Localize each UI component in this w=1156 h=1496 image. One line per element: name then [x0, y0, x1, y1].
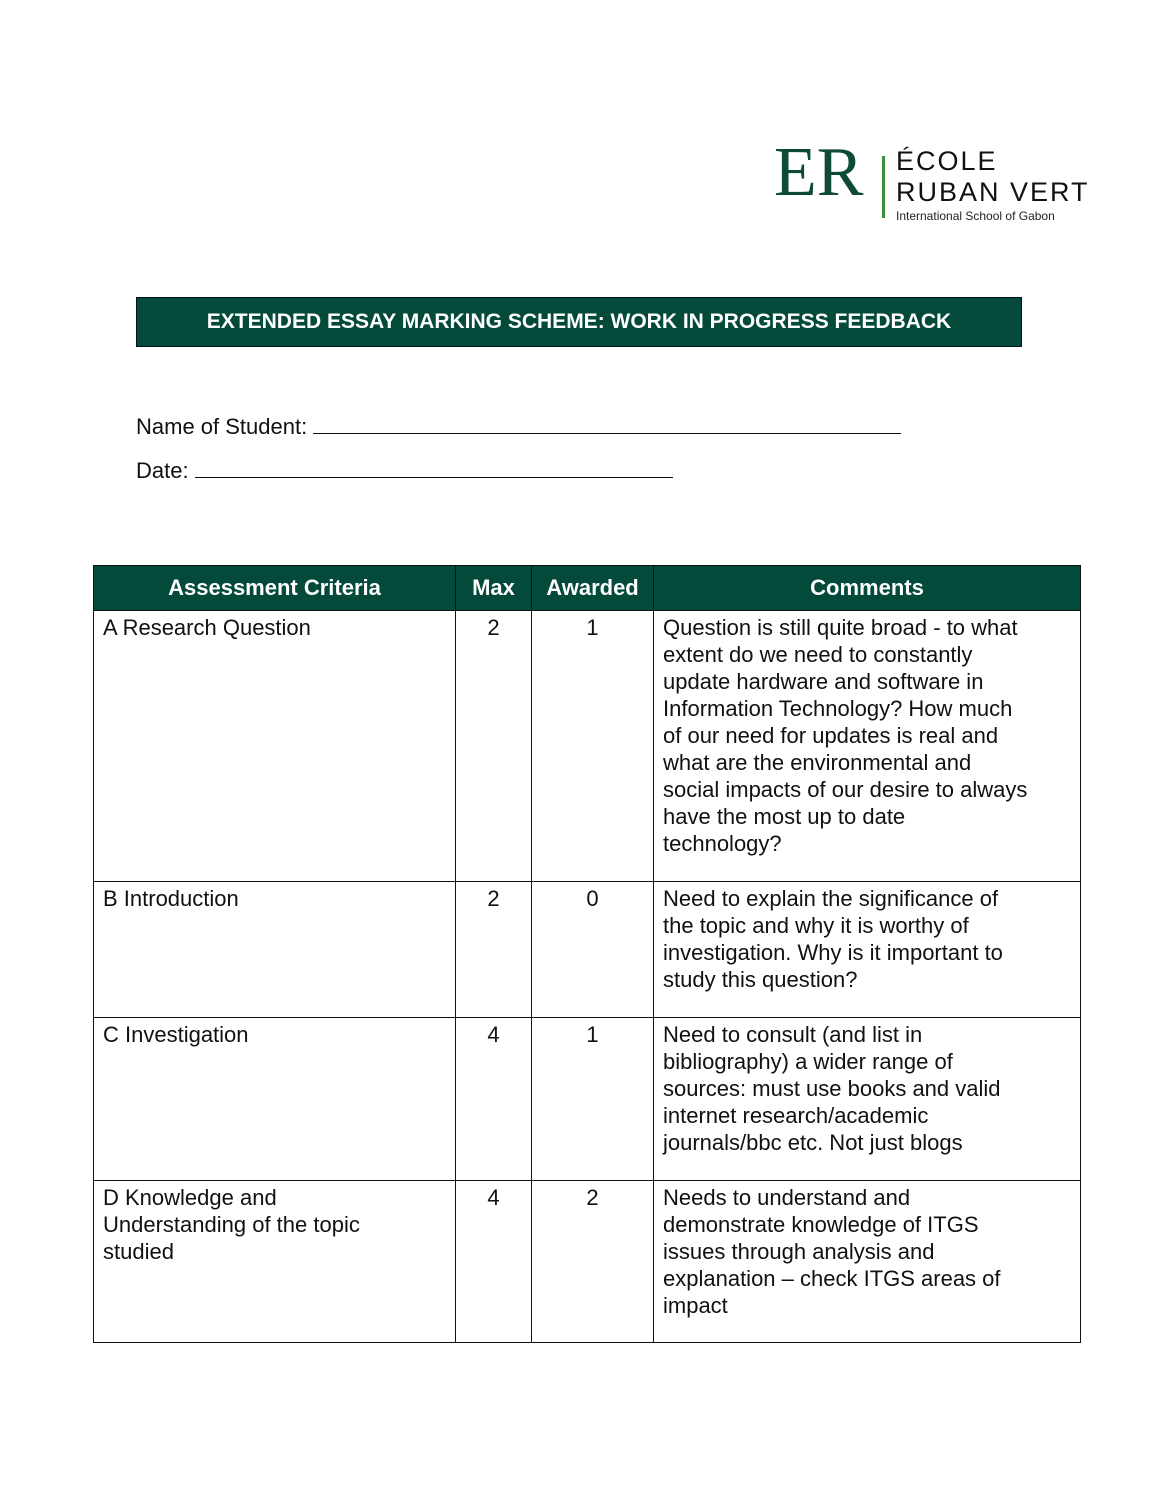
comment-text: what are the environmental and	[663, 750, 972, 775]
comment-text: have the most up to date	[663, 804, 906, 829]
max-cell: 4	[456, 1018, 532, 1181]
comments-cell	[654, 1018, 1081, 1181]
comment-text: Needs to understand and	[663, 1185, 911, 1210]
awarded-cell: 1	[532, 611, 654, 882]
school-logo	[774, 134, 1104, 226]
header-criteria: Assessment Criteria	[94, 566, 456, 611]
criteria-text: studied	[103, 1239, 174, 1264]
comment-text: issues through analysis and	[663, 1239, 935, 1264]
max-cell: 4	[456, 1181, 532, 1343]
logo-line-2: RUBAN VERT	[896, 177, 1090, 207]
comment-text: Need to explain the significance of	[663, 886, 999, 911]
logo-divider	[882, 156, 885, 218]
comment-text: impact	[663, 1293, 728, 1318]
comment-text: Need to consult (and list in	[663, 1022, 923, 1047]
max-cell: 2	[456, 882, 532, 1018]
criteria-text: A Research Question	[103, 615, 311, 640]
criteria-text: B Introduction	[103, 886, 239, 911]
criteria-cell	[94, 1181, 456, 1343]
date-blank[interactable]	[195, 459, 673, 478]
student-name-field	[136, 414, 901, 440]
awarded-cell: 0	[532, 882, 654, 1018]
comment-text: explanation – check ITGS areas of	[663, 1266, 1001, 1291]
criteria-text: Understanding of the topic	[103, 1212, 360, 1237]
table-row	[94, 1018, 1081, 1181]
logo-monogram: ER	[774, 134, 864, 211]
comments-cell	[654, 611, 1081, 882]
comment-text: technology?	[663, 831, 782, 856]
comment-text: update hardware and software in	[663, 669, 984, 694]
header-awarded: Awarded	[532, 566, 654, 611]
comments-cell	[654, 1181, 1081, 1343]
max-cell: 2	[456, 611, 532, 882]
awarded-cell: 2	[532, 1181, 654, 1343]
comment-text: social impacts of our desire to always	[663, 777, 1028, 802]
comment-text: Information Technology? How much	[663, 696, 1013, 721]
assessment-table	[93, 565, 1081, 1343]
comment-text: of our need for updates is real and	[663, 723, 999, 748]
date-label: Date:	[136, 458, 189, 483]
comment-text: investigation. Why is it important to	[663, 940, 1003, 965]
document-title: EXTENDED ESSAY MARKING SCHEME: WORK IN PROGRESS FEEDBACK	[136, 297, 1022, 347]
table-row	[94, 1181, 1081, 1343]
comment-text: demonstrate knowledge of ITGS	[663, 1212, 979, 1237]
comment-text: extent do we need to constantly	[663, 642, 973, 667]
student-name-label: Name of Student:	[136, 414, 308, 439]
criteria-cell	[94, 1018, 456, 1181]
logo-line-3: International School of Gabon	[896, 209, 1055, 223]
comment-text: the topic and why it is worthy of	[663, 913, 969, 938]
comment-text: bibliography) a wider range of	[663, 1049, 953, 1074]
comment-text: internet research/academic	[663, 1103, 929, 1128]
table-row	[94, 611, 1081, 882]
awarded-cell: 1	[532, 1018, 654, 1181]
comment-text: Question is still quite broad - to what	[663, 615, 1018, 640]
comment-text: sources: must use books and valid	[663, 1076, 1001, 1101]
date-field	[136, 458, 673, 484]
criteria-cell	[94, 611, 456, 882]
header-max: Max	[456, 566, 532, 611]
criteria-text: D Knowledge and	[103, 1185, 277, 1210]
comment-text: journals/bbc etc. Not just blogs	[663, 1130, 963, 1155]
table-row	[94, 882, 1081, 1018]
criteria-cell	[94, 882, 456, 1018]
logo-line-1: ÉCOLE	[896, 146, 998, 176]
comment-text: study this question?	[663, 967, 858, 992]
header-comments: Comments	[654, 566, 1081, 611]
comments-cell	[654, 882, 1081, 1018]
table-header-row	[94, 566, 1081, 611]
criteria-text: C Investigation	[103, 1022, 249, 1047]
student-name-blank[interactable]	[313, 415, 901, 434]
